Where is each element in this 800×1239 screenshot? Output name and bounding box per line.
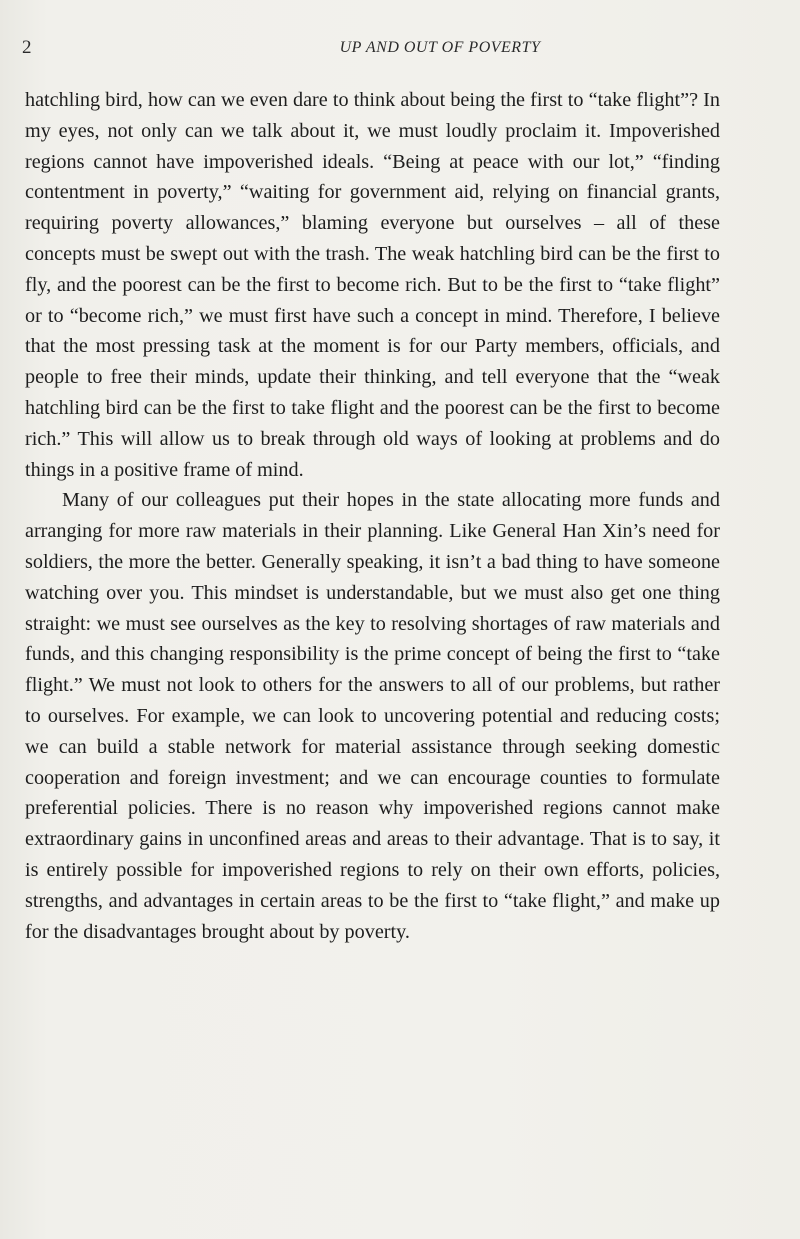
page-number: 2 xyxy=(22,37,32,58)
paragraph-continued: hatchling bird, how can we even dare to think about being the first to “take flight”? In my eyes, not only can we talk about it, we must loudly proclaim it. Impoverished regions cannot have impoverished ideals. “Being at peace with our lot,” “finding contentment in poverty,” “waiting for government aid, relying on financial grants, requiring poverty allowances,” blaming everyone but ourselves – all of these concepts must be swept out with the trash. The weak hatchling bird can be the first to fly, and the poorest can be the first to become rich. But to be the first to “take flight” or to “become rich,” we must first have such a concept in mind. Therefore, I believe that the most pressing task at the moment is for our Party members, officials, and people to free their minds, update their thinking, and tell everyone that the “weak hatchling bird can be the first to take flight and the poorest can be the first to become rich.” This will allow us to break through old ways of looking at problems and do things in a positive frame of mind. xyxy=(25,89,720,481)
running-head xyxy=(0,36,800,60)
body-text xyxy=(25,85,720,947)
running-title: UP AND OUT OF POVERTY xyxy=(339,39,541,56)
paragraph: Many of our colleagues put their hopes in the state allocating more funds and arranging for more raw materials in their planning. Like General Han Xin’s need for soldiers, the more the better. Generally speaking, it isn’t a bad thing to have someone watching over you. This mindset is understandable, but we must also get one thing straight: we must see ourselves as the key to resolving shortages of raw materials and funds, and this changing responsibility is the prime concept of being the first to “take flight.” We must not look to others for the answers to all of our problems, but rather to ourselves. For example, we can look to uncovering potential and reducing costs; we can build a stable network for material assistance through seeking domestic cooperation and foreign investment; and we can encourage counties to formulate preferential policies. There is no reason why impoverished regions cannot make extraordinary gains in unconfined areas and areas to their advantage. That is to say, it is entirely possible for impoverished regions to rely on their own efforts, policies, strengths, and advantages in certain areas to be the first to “take flight,” and make up for the disadvantages brought about by poverty. xyxy=(25,489,720,943)
